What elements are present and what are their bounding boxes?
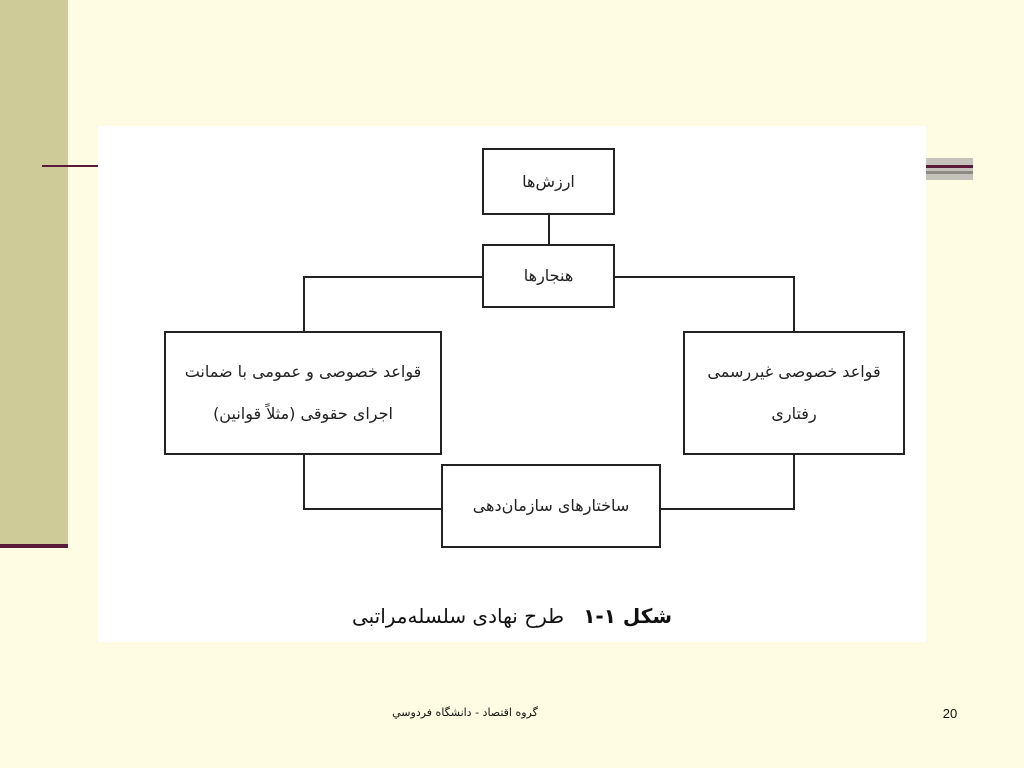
right-decor-stripe: [926, 158, 973, 180]
diagram-figure: [98, 126, 926, 642]
footer-text: گروه اقتصاد - دانشگاه فردوسي: [392, 706, 538, 719]
title-decor-rule: [42, 165, 102, 167]
values-label: ارزش‌ها: [522, 171, 575, 191]
connector-informal-structures: [660, 454, 794, 509]
norms-box: [482, 244, 615, 308]
figure-caption: [98, 604, 926, 628]
informal-rules-box: [683, 331, 905, 455]
norms-label: هنجارها: [523, 266, 574, 285]
values-box: [482, 148, 615, 215]
page-number: 20: [942, 706, 958, 721]
informal-rules-label-line2: رفتاری: [771, 404, 817, 423]
caption-text: طرح نهادی سلسله‌مراتبی: [351, 604, 565, 628]
side-decor-rule: [0, 544, 68, 548]
structures-label: ساختارهای سازمان‌دهی: [472, 496, 630, 515]
formal-rules-label-line2: اجرای حقوقی (مثلاً قوانین): [213, 404, 393, 423]
connector-norms-formal: [304, 277, 482, 332]
side-decor-bar: [0, 0, 68, 548]
formal-rules-box: [164, 331, 442, 455]
formal-rules-label-line1: قواعد خصوصی و عمومی با ضمانت: [184, 362, 422, 381]
connector-formal-structures: [304, 454, 442, 509]
connector-norms-informal: [614, 277, 794, 332]
caption-number: شکل ۱-۱: [583, 604, 673, 628]
structures-box: [441, 464, 661, 548]
informal-rules-label-line1: قواعد خصوصی غیررسمی: [707, 362, 881, 381]
